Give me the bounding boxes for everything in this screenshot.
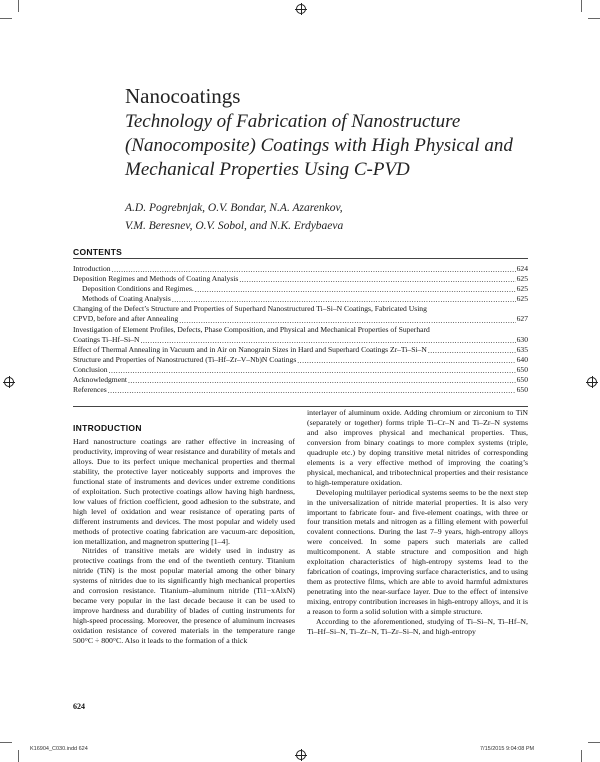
crop-mark <box>18 0 19 12</box>
print-slug-file: K16904_C030.indd 624 <box>30 746 88 752</box>
toc-entry-first-line[interactable]: Changing of the Defect’s Structure and Properties of Superhard Nanostructured Ti–Si–N Coatings, Fabricated Using <box>73 304 427 314</box>
crop-mark <box>18 750 19 762</box>
body-paragraph: Hard nanostructure coatings are rather effective in increasing of productivity, improving of wear resistance and durability of metals and alloys. Due to its perfect unique mechanical properties and thermal stability, the protective layer noticeably supports and improves the functional state of instruments and devices under extreme conditions of exploitation. Such protective coatings allow having high hardness, low values of friction coefficient, good adhesion to the substrate, and high level of oxidation and wear resistance of operating parts of different instruments and devices. The most popular and widely used methods of protective coating fabrication are vacuum-arc deposition, ion metallization, and magnetron sputtering [1–4]. <box>73 437 295 546</box>
toc-entry[interactable]: Effect of Thermal Annealing in Vacuum and in Air on Nanograin Sizes in Hard and Superhard Coatings Zr–Ti–Si–N ..... 635 <box>73 345 528 355</box>
chapter-subtitle: Technology of Fabrication of Nanostructure (Nanocomposite) Coatings with High Physical and Mechanical Properties Using C-PVD <box>125 111 513 180</box>
body-paragraph: Developing multilayer periodical systems seems to be the next step in the universalization of nitride material properties. It is also very important to fabricate four- and five-element coatings, with three or four transition metals and nitrogen as a filling element with powerful covalent connections. During the last 7–9 years, high-entropy alloys were conceived. In some papers such materials are called multicomponent. A stable structure and composition and high exploitation characteristics of high-entropy systems lead to the fabrication of coatings, improving surface characteristics, and to using them as protective films, which are able to avoid harmful admixtures penetrating into the near-surface layer. Due to the effect of intensive mixing, entropy contribution increases in high-entropy alloys, and it is a reason to form a solid solution with a simple structure. <box>307 487 528 617</box>
body-paragraph: interlayer of aluminum oxide. Adding chromium or zirconium to TiN (separately or together) forms triple Ti–Cr–N and Ti–Zr–N systems and also improves physical and mechanical properties. Thus, conversion from binary coatings to more complex systems (triple, quadruple etc.) by doping transitive metal nitrides of corresponding elements is a very effective method of improving the coating’s physical, mechanical, and tribotechnical properties and their resistance to high-temperature oxidation. <box>307 408 528 487</box>
toc-entry[interactable]: Deposition Regimes and Methods of Coating Analysis ..... 625 <box>73 274 528 284</box>
print-slug-date: 7/15/2015 9:04:08 PM <box>480 746 535 752</box>
introduction-heading: INTRODUCTION <box>73 423 142 433</box>
toc-entry-first-line[interactable]: Investigation of Element Profiles, Defects, Phase Composition, and Physical and Mechanical Properties of Superhard <box>73 324 430 334</box>
toc-entry[interactable]: References ..... 650 <box>73 385 528 395</box>
toc-entry[interactable]: CPVD, before and after Annealing ..... 627 <box>73 314 528 324</box>
toc-entry[interactable]: Conclusion ..... 650 <box>73 365 528 375</box>
toc-entry[interactable]: Acknowledgment ..... 650 <box>73 375 528 385</box>
registration-mark-top <box>296 4 306 14</box>
authors-line: V.M. Beresnev, O.V. Sobol, and N.K. Erdybaeva <box>125 220 344 232</box>
table-of-contents <box>73 264 528 395</box>
body-column-left <box>73 437 295 646</box>
body-paragraph: Nitrides of transitive metals are widely used in industry as protective coatings from the end of the twentieth century. Titanium nitride (TiN) is the most popular material among the other binary systems of nitrides due to its significantly high mechanical properties and corrosion resistance. Titanium–aluminum nitride (Ti1−xAlxN) became very popular in the last decade because it can be used to improve hardness and durability of blades of cutting instruments for high-speed processing. Moreover, the presence of aluminum increases oxidation resistance of covered materials in the temperature range 500°C ÷ 800°C. Also it leads to the formation of a thick <box>73 546 295 646</box>
contents-top-rule <box>73 258 528 259</box>
toc-entry[interactable]: Deposition Conditions and Regimes. ..... 625 <box>73 284 528 294</box>
crop-mark <box>581 750 582 762</box>
contents-heading: CONTENTS <box>73 247 123 257</box>
crop-mark <box>0 18 12 19</box>
authors-line: A.D. Pogrebnjak, O.V. Bondar, N.A. Azarenkov, <box>125 202 343 214</box>
body-column-right <box>307 408 528 637</box>
crop-mark <box>588 18 600 19</box>
crop-mark <box>581 0 582 12</box>
authors <box>125 199 545 235</box>
chapter-title: Nanocoatings <box>125 84 241 108</box>
registration-mark-left <box>4 377 14 387</box>
toc-entry[interactable]: Methods of Coating Analysis ..... 625 <box>73 294 528 304</box>
page-number: 624 <box>73 702 85 711</box>
toc-entry[interactable]: Coatings Ti–Hf–Si–N ..... 630 <box>73 335 528 345</box>
body-paragraph: According to the aforementioned, studying of Ti–Si–N, Ti–Hf–N, Ti–Hf–Si–N, Ti–Zr–N, Ti–Zr–Si–N, and high-entropy <box>307 617 528 636</box>
contents-bottom-rule <box>73 406 528 407</box>
registration-mark-bottom <box>296 750 306 760</box>
toc-entry[interactable]: Introduction ..... 624 <box>73 264 528 274</box>
toc-entry[interactable]: Structure and Properties of Nanostructured (Ti–Hf–Zr–V–Nb)N Coatings ..... 640 <box>73 355 528 365</box>
crop-mark <box>0 742 12 743</box>
registration-mark-right <box>587 377 597 387</box>
crop-mark <box>588 742 600 743</box>
